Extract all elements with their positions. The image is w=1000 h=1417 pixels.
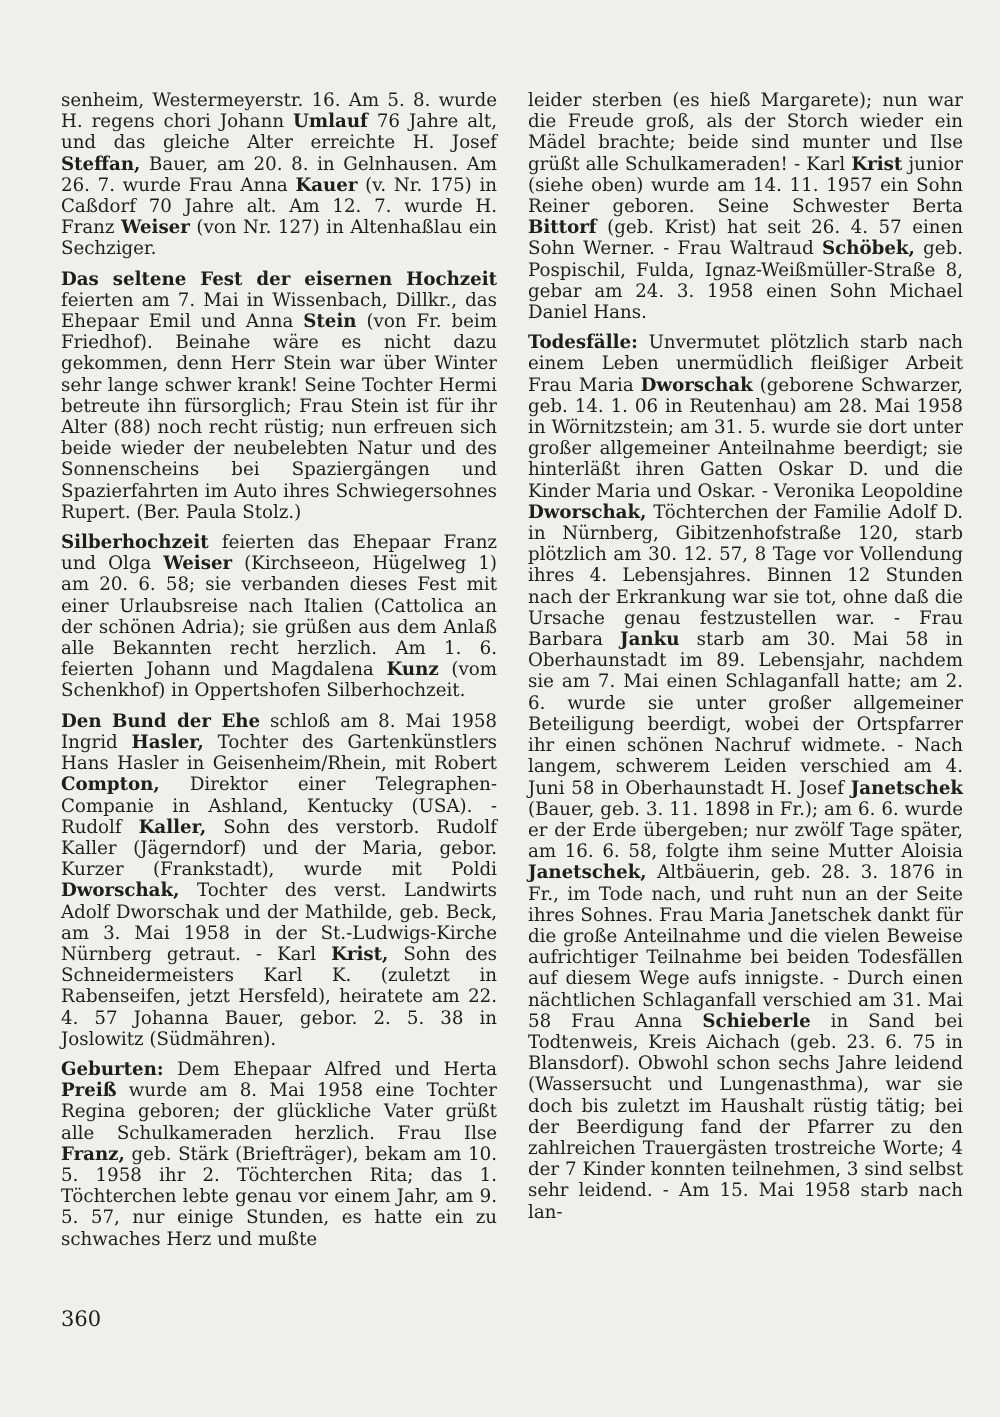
- page-number: 360: [61, 1307, 102, 1331]
- right-column: [528, 90, 963, 1232]
- bold-name: Weiser: [121, 217, 190, 239]
- bold-name: Janetschek,: [528, 862, 647, 884]
- text-run: feierten am 7. Mai in Wissenbach, Dillkr., das Ehepaar Emil und Anna: [61, 289, 497, 333]
- text-run: (Kirchseeon, Hügelweg 1) am 20. 6. 58; sie verbanden dieses Fest mit einer Urlaubsreise nach Italien (Cattolica an der schönen Adria); sie grüßen aus dem Anlaß alle Bekannten recht herzlich. Am 1. 6. feierten Johann und Magdalena: [61, 553, 497, 681]
- text-run: Töchterchen der Familie Adolf D. in Nürnberg, Gibitzenhofstraße 120, starb plötzlich am 30. 12. 57, 8 Tage vor Vollendung ihres 4. Lebensjahres. Binnen 12 Stunden nach der Erkrankung war sie tot, ohne daß die Ursache genau festzustellen war. - Frau Barbara: [528, 501, 963, 651]
- bold-name: Janku: [620, 629, 680, 651]
- bold-name: Umlauf: [293, 111, 368, 133]
- text-run: leider sterben (es hieß Margarete); nun war die Freude groß, als der Storch wieder ein Mädel brachte; beide sind munter und Ilse grüßt alle Schulkameraden! - Karl: [528, 90, 963, 175]
- text-run: (geborene Schwarzer, geb. 14. 1. 06 in Reutenhau) am 28. Mai 1958 in Wörnitzstein; am 31. 5. wurde sie dort unter großer allgemeiner Anteilnahme beerdigt; sie hinterläßt ihren Gatten Oskar D. und die Kinder Maria und Oskar. - Veronika Leopoldine: [528, 374, 963, 502]
- left-column: [61, 90, 497, 1259]
- bold-name: Dworschak,: [61, 880, 180, 902]
- text-run: senheim, Westermeyerstr. 16. Am 5. 8. wurde H. regens chori Johann: [61, 90, 497, 133]
- bold-name: Steffan,: [61, 153, 141, 175]
- bold-name: Franz,: [61, 1143, 125, 1165]
- text-run: feierten das Ehepaar Franz und Olga: [61, 532, 497, 575]
- bold-name: Geburten:: [61, 1058, 164, 1080]
- bold-name: Silberhochzeit: [61, 532, 209, 554]
- bold-name: Dworschak,: [528, 501, 647, 523]
- text-run: (v. Nr. 175) in Caßdorf 70 Jahre alt. Am 12. 7. wurde H. Franz: [61, 174, 497, 239]
- bold-name: Kaller,: [138, 816, 207, 838]
- text-run: (Bauer, geb. 3. 11. 1898 in Fr.); am 6. 6. wurde er der Erde übergeben; nur zwölf Tage später, am 16. 6. 58, folgte ihm seine Mutter Aloisia: [528, 798, 963, 863]
- bold-name: Stein: [303, 311, 357, 333]
- bold-name: Compton,: [61, 774, 160, 796]
- bold-name: Bittorf: [528, 217, 597, 239]
- text-run: 76 Jahre alt, und das gleiche Alter erreichte H. Josef: [61, 111, 498, 154]
- text-run: geb. Pospischil, Fulda, Ignaz-Weißmüller-Straße 8, gebar am 24. 3. 1958 einen Sohn Michael Daniel Hans.: [528, 238, 963, 324]
- bold-name: Das seltene Fest der eisernen Hochzeit: [61, 268, 497, 290]
- bold-name: Preiß: [61, 1080, 117, 1102]
- text-run: in Sand bei Todtenweis, Kreis Aichach (geb. 23. 6. 75 in Blansdorf). Obwohl schon sechs Jahre leidend (Wassersucht und Lungenasthma), war sie doch bis zuletzt im Haushalt rüstig tätig; bei der Beerdigung fand der Pfarrer zu den zahlreichen Trauergästen trostreiche Worte; 4 der 7 Kinder konnten teilnehmen, 3 sind selbst sehr leidend. - Am 15. Mai 1958 starb nach lan-: [528, 1010, 963, 1223]
- text-run: Altbäuerin, geb. 28. 3. 1876 in Fr., im Tode nach, und ruht nun an der Seite ihres Sohnes. Frau Maria Janetschek dankt für die große Anteilnahme und die vielen Beweise aufrichtiger Teilnahme bei beiden Todesfällen auf diesem Wege aufs innigste. - Durch einen nächtlichen Schlaganfall verschied am 31. Mai 58 Frau Anna: [528, 862, 963, 1032]
- bold-name: Weiser: [163, 553, 233, 575]
- text-run: (vom Schenkhof) in Oppertshofen Silberhochzeit.: [61, 659, 497, 702]
- bold-name: Schöbek,: [822, 238, 915, 260]
- bold-name: Krist,: [331, 943, 389, 965]
- bold-name: Hasler,: [131, 731, 204, 753]
- text-run: wurde am 8. Mai 1958 eine Tochter Regina geboren; der glückliche Vater grüßt alle Schulkameraden herzlich. Frau Ilse: [61, 1080, 497, 1144]
- bold-name: Kunz: [386, 659, 439, 681]
- text-run: (geb. Krist) hat seit 26. 4. 57 einen Sohn Werner. - Frau Waltraud: [528, 217, 963, 260]
- text-run: Dem Ehepaar Alfred und Herta: [163, 1058, 497, 1080]
- text-run: Direktor einer Telegraphen-Companie in Ashland, Kentucky (USA). - Rudolf: [61, 774, 497, 838]
- text-run: geb. Stärk (Briefträger), bekam am 10. 5. 1958 ihr 2. Töchterchen Rita; das 1. Töchterchen lebte genau vor einem Jahr, am 9. 5. 57, nur einige Stunden, es hatte ein zu schwaches Herz und mußte: [61, 1143, 497, 1250]
- paragraph: [61, 532, 497, 702]
- text-run: Tochter des Gartenkünstlers Hans Hasler in Geisenheim/Rhein, mit Robert: [61, 731, 497, 775]
- bold-name: Krist: [851, 153, 903, 175]
- text-run: Tochter des verst. Landwirts Adolf Dworschak und der Mathilde, geb. Beck, am 3. Mai 1958 in der St.-Ludwigs-Kirche Nürnberg getraut. - Karl: [61, 880, 497, 965]
- text-run: schloß am 8. Mai 1958 Ingrid: [61, 710, 497, 753]
- bold-name: Schieberle: [702, 1010, 811, 1032]
- paragraph: [61, 711, 497, 1050]
- text-run: Sohn des verstorb. Rudolf Kaller (Jägerndorf) und der Maria, gebor. Kurzer (Frankstadt), wurde mit Poldi: [61, 816, 497, 881]
- text-run: junior (siehe oben) wurde am 14. 11. 1957 ein Sohn Reiner geboren. Seine Schwester Berta: [528, 153, 963, 218]
- paragraph: [61, 90, 497, 260]
- bold-name: Den Bund der Ehe: [61, 710, 261, 732]
- bold-name: Kauer: [295, 174, 358, 196]
- paragraph: [528, 332, 963, 1223]
- paragraph: [61, 269, 497, 523]
- paragraph: [528, 90, 963, 323]
- text-run: Sohn des Schneidermeisters Karl K. (zuletzt in Rabenseifen, jetzt Hersfeld), heiratete am 22. 4. 57 Johanna Bauer, gebor. 2. 5. 38 in Joslowitz (Südmähren).: [61, 943, 498, 1050]
- bold-name: Dworschak: [640, 374, 753, 396]
- text-run: Unvermutet plötzlich starb nach einem Leben unermüdlich fleißiger Arbeit Frau Maria: [528, 332, 963, 396]
- text-run: (von Fr. beim Friedhof). Beinahe wäre es nicht dazu gekommen, denn Herr Stein war über Winter sehr lange schwer krank! Seine Tochter Hermi betreute ihn fürsorglich; Frau Stein ist für ihr Alter (88) noch recht rüstig; nun erfreuen sich beide wieder der neubelebten Natur und des Sonnenscheins bei Spaziergängen und Spazierfahrten im Auto ihres Schwiegersohnes Rupert. (Ber. Paula Stolz.): [61, 311, 497, 523]
- bold-name: Janetschek: [850, 777, 963, 799]
- bold-name: Todesfälle:: [528, 332, 638, 354]
- text-run: (von Nr. 127) in Altenhaßlau ein Sechziger.: [61, 217, 498, 260]
- paragraph: [61, 1059, 497, 1250]
- text-run: starb am 30. Mai 58 in Oberhaunstadt im 89. Lebensjahr, nachdem sie am 7. Mai einen Schlaganfall hatte; am 2. 6. wurde sie unter großer allgemeiner Beteiligung beerdigt, wobei der Ortspfarrer ihr einen schönen Nachruf widmete. - Nach langem, schwerem Leiden verschied am 4. Juni 58 in Oberhaunstadt H. Josef: [528, 629, 963, 799]
- text-run: Bauer, am 20. 8. in Gelnhausen. Am 26. 7. wurde Frau Anna: [61, 153, 497, 196]
